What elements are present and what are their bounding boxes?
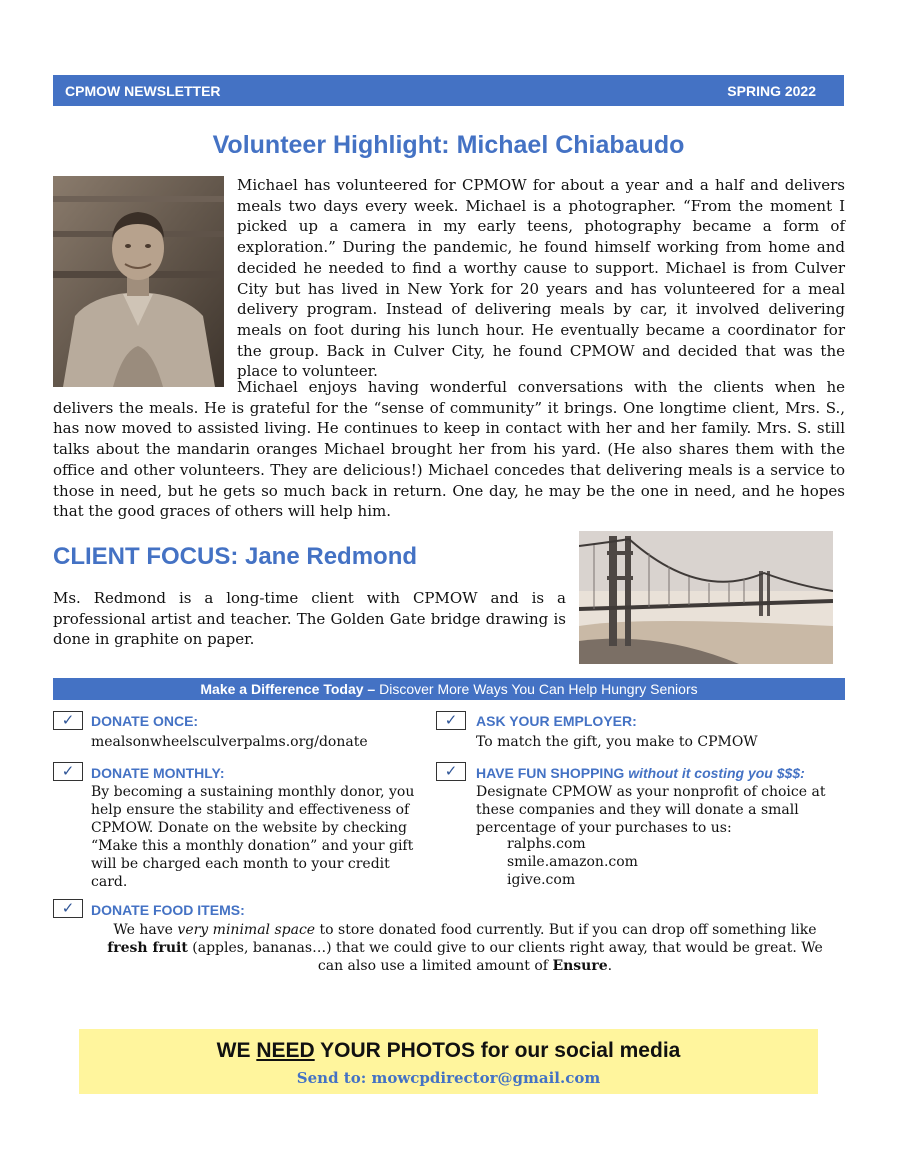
donate-food-checkbox[interactable]: ✓ bbox=[53, 899, 83, 918]
golden-gate-bridge-drawing bbox=[579, 531, 833, 664]
client-focus-text: Ms. Redmond is a long-time client with CPMOW and is a professional artist and teacher. The Golden Gate bridge drawing is done in graphite on paper. bbox=[53, 589, 566, 649]
banner-bold: Make a Difference Today – bbox=[200, 681, 376, 697]
food-fresh-fruit: fresh fruit bbox=[107, 940, 188, 956]
issue-date: SPRING 2022 bbox=[727, 82, 816, 99]
newsletter-header-bar bbox=[53, 75, 844, 106]
shopping-heading-em: without it costing you $$$: bbox=[624, 765, 805, 781]
photos-send-to[interactable]: Send to: mowcpdirector@gmail.com bbox=[296, 1069, 601, 1087]
shopping-heading-text: HAVE FUN SHOPPING bbox=[476, 765, 625, 781]
food-ensure: Ensure bbox=[552, 958, 608, 974]
photos-pre: WE bbox=[216, 1039, 257, 1062]
food-minimal-space: very minimal space bbox=[177, 922, 316, 938]
shopping-checkbox[interactable]: ✓ bbox=[436, 762, 466, 781]
ask-employer-text: To match the gift, you make to CPMOW bbox=[476, 734, 758, 750]
make-a-difference-banner bbox=[53, 678, 845, 700]
donate-once-link[interactable]: mealsonwheelsculverpalms.org/donate bbox=[91, 734, 368, 750]
photos-heading bbox=[79, 1039, 818, 1063]
ask-employer-checkbox[interactable]: ✓ bbox=[436, 711, 466, 730]
volunteer-highlight-title: Volunteer Highlight: Michael Chiabaudo bbox=[212, 131, 685, 159]
newsletter-name: CPMOW NEWSLETTER bbox=[65, 82, 221, 99]
donate-food-text bbox=[100, 921, 830, 975]
donate-food-heading: DONATE FOOD ITEMS: bbox=[91, 902, 245, 918]
donate-once-heading: DONATE ONCE: bbox=[91, 713, 199, 729]
photos-need: NEED bbox=[256, 1039, 315, 1062]
food-t7: . bbox=[607, 958, 613, 974]
shopping-site-3[interactable]: igive.com bbox=[507, 872, 576, 888]
photos-callout bbox=[79, 1029, 818, 1094]
shopping-heading bbox=[476, 765, 805, 781]
donate-monthly-text: By becoming a sustaining monthly donor, you help ensure the stability and effectiveness of CPMOW. Donate on the website by checking “Make this a monthly donation” and your gift will be charged each month to your credit card. bbox=[91, 784, 415, 890]
shopping-site-1[interactable]: ralphs.com bbox=[507, 836, 586, 852]
client-focus-title: CLIENT FOCUS: Jane Redmond bbox=[53, 543, 418, 570]
donate-once-checkbox[interactable]: ✓ bbox=[53, 711, 83, 730]
food-t5: (apples, bananas…) that we could give to our clients right away, that would be great. We can also use a limited amount of bbox=[187, 940, 823, 974]
donate-monthly-checkbox[interactable]: ✓ bbox=[53, 762, 83, 781]
food-t1: We have bbox=[113, 922, 178, 938]
volunteer-photo bbox=[53, 176, 224, 387]
volunteer-paragraph-2: Michael enjoys having wonderful conversations with the clients when he delivers the meals. He is grateful for the “sense of community” it brings. One longtime client, Mrs. S., has now moved to assisted living. He continues to keep in contact with her and her family. Mrs. S. still talks about the mandarin oranges Michael brought her from his yard. (He also shares them with the office and other volunteers. They are delicious!) Michael concedes that delivering meals is a service to those in need, but he gets so much back in return. One day, he may be the one in need, and he hopes that the good graces of others will help him. bbox=[53, 378, 845, 521]
shopping-site-2[interactable]: smile.amazon.com bbox=[507, 854, 638, 870]
banner-text: Discover More Ways You Can Help Hungry Seniors bbox=[375, 681, 698, 697]
shopping-text: Designate CPMOW as your nonprofit of choice at these companies and they will donate a small percentage of your purchases to us: bbox=[476, 784, 826, 836]
volunteer-paragraph-1: Michael has volunteered for CPMOW for about a year and a half and delivers meals two days every week. Michael is a photographer. “From the moment I picked up a camera in my early teens, photography became a form of exploration.” During the pandemic, he found himself working from home and decided he needed to find a worthy cause to support. Michael is from Culver City but has lived in New York for 20 years and has volunteered for a meal delivery program. Instead of delivering meals by car, it involved delivering meals on foot during his lunch hour. He eventually became a coordinator for the group. Back in Culver City, he found CPMOW and decided that was the place to volunteer. bbox=[237, 176, 845, 381]
photos-post: YOUR PHOTOS for our social media bbox=[314, 1039, 681, 1062]
donate-monthly-heading: DONATE MONTHLY: bbox=[91, 765, 225, 781]
ask-employer-heading: ASK YOUR EMPLOYER: bbox=[476, 713, 637, 729]
food-t3: to store donated food currently. But if you can drop off something like bbox=[315, 922, 817, 938]
